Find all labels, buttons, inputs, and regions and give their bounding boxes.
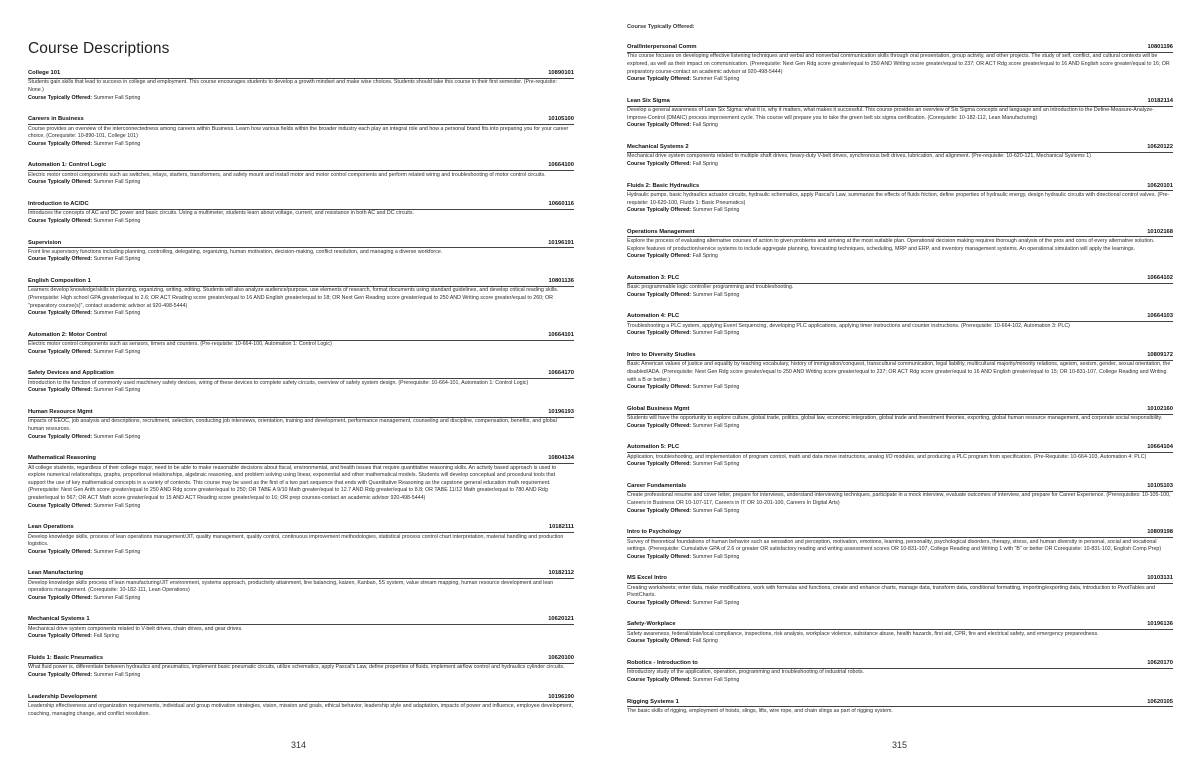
course-entry [627, 699, 1173, 716]
course-title: Automation 3: PLC [627, 274, 680, 281]
course-description: Develop a general awareness of Lean Six Sigma: what it is, why it matters, what makes it successful. This course provides an overview of Six Sigma concepts and language and an introduction to the Define-Measure-Analyze-Improve-Control (DMAIC) process improvement cycle. This course will prepare you to take the green belt six sigma certification. (Corequisite: 10-182-112, Lean Manufacturing) [627, 107, 1154, 121]
course-offered [627, 600, 1173, 608]
offered-label: Course Typically Offered: [28, 94, 93, 101]
course-code: 10664102 [1147, 274, 1173, 281]
offered-label: Course Typically Offered: [627, 638, 692, 645]
course-title: Mechanical Systems 1 [28, 616, 90, 623]
course-offered [627, 461, 1173, 469]
course-code: 10890101 [548, 70, 574, 76]
offered-terms: Fall Spring [93, 633, 119, 640]
course-header [28, 240, 574, 249]
course-entry [627, 406, 1173, 431]
course-entry [627, 529, 1173, 561]
course-offered [627, 384, 1173, 392]
offered-label: Course Typically Offered: [28, 256, 93, 263]
course-header [28, 162, 574, 171]
offered-label: Course Typically Offered: [627, 291, 692, 298]
course-entry [627, 352, 1173, 392]
course-header [28, 409, 574, 418]
course-description: Hydraulic pumps, basic hydraulics actuator circuits, hydraulic schematics, apply Pascal's Law, summarize the effects of fluids friction, define properties of hydraulic energy, design hydraulic circuits with directional control valves. (Pre-requisite: 10-620-100, Fluids 1: Basic Pneumatics) [627, 191, 1170, 206]
course-offered [28, 503, 574, 511]
course-title: Introduction to AC/DC [28, 200, 89, 207]
course-title: Lean Operations [28, 524, 74, 531]
offered-label: Course Typically Offered: [627, 461, 692, 468]
offered-terms: Summer Fall Spring [93, 672, 141, 679]
course-header [28, 116, 574, 125]
course-offered [627, 207, 1173, 215]
course-entry [28, 162, 574, 187]
offered-terms: Summer Fall Spring [692, 677, 740, 684]
course-code: 10196190 [548, 693, 574, 700]
page-number-right: 315 [892, 740, 908, 750]
offered-terms: Summer Fall Spring [692, 330, 740, 337]
course-header [28, 278, 574, 287]
offered-label: Course Typically Offered: [28, 348, 93, 355]
course-entry [627, 144, 1173, 169]
course-header [28, 70, 574, 79]
course-title: Automation 2: Motor Control [28, 331, 107, 338]
course-offered [28, 256, 574, 264]
course-header [28, 570, 574, 579]
course-entry [627, 483, 1173, 515]
course-header [627, 406, 1173, 415]
course-header [627, 352, 1173, 361]
offered-label: Course Typically Offered: [627, 384, 692, 391]
course-entry [28, 116, 574, 148]
course-code: 10620105 [1147, 698, 1173, 705]
course-description: Students gain skills that lead to success in college and employment. This course encourages students to develop a growth mindset and make wise choices. Students should take this course in their first semester. (Pre-requisite: None.) [28, 79, 557, 93]
course-title: College 101 [28, 70, 61, 76]
offered-terms: Summer Fall Spring [692, 461, 740, 468]
course-header [627, 444, 1173, 453]
course-header [28, 201, 574, 210]
course-offered [28, 141, 574, 149]
course-title: Automation 4: PLC [627, 313, 680, 320]
offered-terms: Summer Fall Spring [93, 310, 141, 317]
course-description: Leadership effectiveness and organization requirements, individual and group motivation strategies, vision, mission and goals, ethical behavior, leadership style and adaptation, impacts of power and influence, employee development, coaching, managing change, and conflict resolution. [28, 703, 573, 717]
offered-terms: Summer Fall Spring [692, 599, 740, 606]
course-code: 10103131 [1147, 575, 1173, 582]
offered-label: Course Typically Offered: [28, 179, 93, 186]
right-page [627, 0, 1173, 776]
offered-label: Course Typically Offered: [627, 599, 692, 606]
course-title: MS Excel Intro [627, 575, 667, 582]
course-code: 10182114 [1147, 97, 1173, 104]
course-code: 10182112 [548, 570, 574, 577]
course-description: Introduces the concepts of AC and DC power and basic circuits. Using a multimeter, students learn about voltage, current, and resistance in both AC and DC circuits. [28, 210, 414, 217]
course-offered [627, 161, 1173, 169]
offered-label: Course Typically Offered: [28, 217, 93, 224]
course-description: Develop knowledge skills, process of lean operations management/JIT, quality management, quality control, continuous improvement methodologies, statistical process control chart interpretation, material handling and production logistics. [28, 533, 564, 548]
course-header [627, 275, 1173, 284]
course-offered [627, 554, 1173, 562]
course-header [28, 524, 574, 533]
course-header [627, 183, 1173, 192]
offered-label: Course Typically Offered: [28, 310, 93, 317]
course-description: Learners develop knowledge/skills in planning, organizing, writing, editing. Students will also analyze audience/purpose, use elements of research, format documents using standard guidelines, and develop critical reading skills. (Prerequisite: High school GPA greater/equal to 2.6; OR ACT Reading score greater/equal to 16 AND English greater/equal to 18; OR Next Gen Reading score greater/equal to 250 AND Writing score greater/equal to 260; OR "preparatory course(s)", contact academic advisor at 920-498-5444) [28, 287, 559, 309]
course-title: Global Business Mgmt [627, 405, 690, 412]
offered-label: Course Typically Offered: [627, 207, 692, 214]
course-code: 10809172 [1147, 352, 1173, 359]
course-entry [28, 616, 574, 641]
course-offered [627, 253, 1173, 261]
course-header [627, 98, 1173, 107]
course-title: Mathematical Reasoning [28, 455, 96, 462]
course-title: Operations Management [627, 228, 695, 235]
offered-label: Course Typically Offered: [627, 330, 692, 337]
course-header [28, 694, 574, 703]
offered-terms: Summer Fall Spring [93, 594, 141, 601]
offered-terms: Summer Fall Spring [692, 207, 740, 214]
course-entry [28, 694, 574, 719]
course-entry [28, 455, 574, 510]
offered-terms: Summer Fall Spring [93, 217, 141, 224]
course-code: 10102168 [1147, 228, 1173, 235]
course-title: Robotics - Introduction to [627, 660, 698, 667]
course-entry [627, 183, 1173, 215]
course-offered [28, 218, 574, 226]
course-entry [627, 98, 1173, 130]
course-entry [627, 275, 1173, 300]
course-title: Human Resource Mgmt [28, 409, 93, 415]
course-header [627, 229, 1173, 238]
course-entry [28, 524, 574, 556]
offered-label: Course Typically Offered: [28, 633, 93, 640]
course-entry [28, 70, 574, 102]
course-description: Mechanical drive system components related to V-belt drives, chain drives, and gear drives. [28, 625, 243, 632]
offered-label: Course Typically Offered: [28, 594, 93, 601]
running-head: Course Typically Offered: [627, 24, 695, 30]
offered-label: Course Typically Offered: [28, 433, 93, 440]
course-code: 10620122 [1147, 143, 1173, 150]
course-code: 10809198 [1147, 529, 1173, 536]
course-entry [28, 332, 574, 357]
course-title: Safety Devices and Application [28, 370, 114, 377]
course-list-right [627, 44, 1173, 716]
course-header [627, 621, 1173, 630]
course-code: 10620101 [1147, 182, 1173, 189]
offered-terms: Summer Fall Spring [692, 422, 740, 429]
course-entry [627, 44, 1173, 84]
course-title: Safety-Workplace [627, 621, 676, 628]
offered-label: Course Typically Offered: [627, 422, 692, 429]
course-title: Intro to Psychology [627, 529, 682, 536]
offered-terms: Summer Fall Spring [93, 256, 141, 263]
course-code: 10660116 [548, 200, 574, 207]
course-code: 10620170 [1147, 660, 1173, 667]
course-code: 10105100 [548, 116, 574, 123]
course-description: Troubleshooting a PLC system, applying Event Sequencing, developing PLC applications, applying timer instructions and counter instructions. (Prerequisite: 10-664-102, Automation 3: PLC) [627, 322, 1070, 329]
offered-terms: Summer Fall Spring [692, 507, 740, 514]
course-description: Create professional resume and cover letter, prepare for interviews, understand interviewing techniques, participate in a mock interview, evaluate outcomes of interview, and prepare for Career Experience. (Prerequisites: 10-105-100, Careers in Business OR 10-107-117, Careers in IT OR 10-201-100, Careers In Digital Arts) [627, 492, 1171, 506]
course-code: 10196136 [1147, 621, 1173, 628]
offered-terms: Summer Fall Spring [93, 502, 141, 509]
course-header [627, 313, 1173, 322]
course-title: Career Fundamentals [627, 482, 687, 489]
course-description: Application, troubleshooting, and implementation of program control, math and data move instructions, analog I/O modules, and producing a PLC program from specification. (Pre-Requisite: 10-664-103, Automation 4: PLC) [627, 453, 1147, 460]
page-heading: Course Descriptions [28, 40, 170, 57]
course-offered [28, 434, 574, 442]
course-title: Supervision [28, 239, 62, 246]
offered-terms: Fall Spring [692, 638, 718, 645]
course-description: Impacts of EEOC, job analysis and descriptions, recruitment, selection, conducting job interviews, orientation, training and development, performance management, counseling and discipline, compensation, benefits, and global human resources. [28, 418, 557, 432]
course-header [28, 332, 574, 341]
page-number-left: 314 [291, 740, 307, 750]
course-title: Careers in Business [28, 116, 84, 123]
course-description: Creating worksheets; enter data, make modifications, work with formulas and functions, create and enhance charts, manage data, transform data, conditional formatting, importing/exporting data, introduction to PivotTables and PivotCharts. [627, 584, 1155, 599]
course-title: Fluids 1: Basic Pneumatics [28, 655, 104, 662]
course-title: English Composition 1 [28, 278, 91, 285]
course-title: Leadership Development [28, 693, 97, 700]
course-code: 10620121 [548, 616, 574, 623]
course-entry [28, 278, 574, 318]
offered-terms: Summer Fall Spring [692, 76, 740, 83]
course-offered [627, 677, 1173, 685]
course-entry [28, 655, 574, 680]
course-title: Oral/Interpersonal Comm [627, 44, 697, 50]
course-description: Electric motor control components such as switches, relays, starters, transformers, and safety mount and install motor and motor control components and perform related wiring and troubleshooting of motor control circuits. [28, 171, 546, 178]
course-header [627, 660, 1173, 669]
offered-label: Course Typically Offered: [28, 387, 93, 394]
course-offered [28, 549, 574, 557]
course-code: 10664170 [548, 370, 574, 377]
offered-label: Course Typically Offered: [627, 553, 692, 560]
course-header [627, 144, 1173, 153]
course-description: This course focuses on developing effective listening techniques and verbal and nonverbal communication skills through oral presentation, group activity, and other projects. The study of self, conflict, and cultural contexts will be explored, as well as their impact on communication. (Prerequisite: Next Gen Rdg score greater/equal to 250 AND Writing score greater/equal to 237; OR ACT Rdg score greater/equal to 16 AND English score greater/equal to 16; OR preparatory course-contact an academic advisor at 920-498-5444) [627, 53, 1170, 75]
course-title: Lean Six Sigma [627, 97, 670, 104]
course-entry [627, 660, 1173, 685]
course-code: 10105103 [1147, 482, 1173, 489]
offered-terms: Summer Fall Spring [93, 387, 141, 394]
course-code: 10664101 [548, 331, 574, 338]
course-description: Explore the process of evaluating alternative courses of action to given problems and arriving at the most suitable plan. Operational decision making requires thorough analysis of the pros and cons of every alternative solution. Explore features of production/service systems to include aggregate planning, forecasting techniques, scheduling, MRP and ERP, and inventory management systems. An operational simulation will apply the learnings. [627, 238, 1155, 252]
offered-terms: Summer Fall Spring [692, 553, 740, 560]
course-entry [627, 229, 1173, 261]
course-header [627, 483, 1173, 492]
course-offered [627, 292, 1173, 300]
course-description: What fluid power is, differentiate between hydraulics and pneumatics, implement basic pneumatic circuits, utilize schematics, apply Pascal's Law, define properties of fluids, implement airflow control and hydraulics cylinder circuits. [28, 664, 565, 671]
course-offered [28, 179, 574, 187]
offered-label: Course Typically Offered: [627, 253, 692, 260]
course-header [627, 44, 1173, 53]
course-offered [627, 76, 1173, 84]
course-header [28, 616, 574, 625]
course-offered [627, 122, 1173, 130]
course-entry [28, 409, 574, 441]
offered-terms: Summer Fall Spring [692, 291, 740, 298]
offered-terms: Summer Fall Spring [93, 548, 141, 555]
course-offered [627, 638, 1173, 646]
course-title: Intro to Diversity Studies [627, 352, 696, 359]
course-description: Introductory study of the application, operation, programming and troubleshooting of industrial robots. [627, 669, 865, 676]
offered-terms: Fall Spring [692, 253, 718, 260]
course-entry [28, 370, 574, 395]
course-description: Develop knowledge skills process of lean manufacturing/JIT environment, systems approach, productivity attainment, line balancing, kaizen, Kanban, 5S system, value stream mapping, human resource development and lean operations management. (Corequisite: 10-182-111, Lean Operations) [28, 579, 554, 594]
course-offered [627, 423, 1173, 431]
course-title: Lean Manufacturing [28, 570, 84, 577]
offered-label: Course Typically Offered: [627, 507, 692, 514]
course-offered [28, 387, 574, 395]
course-code: 10196191 [548, 239, 574, 246]
course-entry [627, 444, 1173, 469]
offered-label: Course Typically Offered: [627, 677, 692, 684]
course-title: Automation 1: Control Logic [28, 162, 107, 169]
course-code: 10664103 [1147, 313, 1173, 320]
course-code: 10664100 [548, 162, 574, 169]
course-code: 10182111 [548, 524, 574, 531]
course-title: Fluids 2: Basic Hydraulics [627, 182, 700, 189]
offered-terms: Summer Fall Spring [93, 140, 141, 147]
offered-label: Course Typically Offered: [627, 122, 692, 129]
offered-label: Course Typically Offered: [28, 672, 93, 679]
course-offered [28, 595, 574, 603]
course-title: Rigging Systems 1 [627, 698, 679, 705]
course-header [28, 370, 574, 379]
course-description: Basic programmable logic controller programming and troubleshooting. [627, 284, 794, 291]
course-description: Mechanical drive system components related to multiple shaft drives, heavy-duty V-belt drives, synchronous belt drives, lubrication, and alignment. (Pre-requisite: 10-620-121, Mechanical Systems 1) [627, 153, 1091, 160]
course-header [28, 455, 574, 464]
course-code: 10620100 [548, 655, 574, 662]
offered-label: Course Typically Offered: [28, 140, 93, 147]
course-code: 10196193 [548, 409, 574, 415]
offered-label: Course Typically Offered: [28, 502, 93, 509]
course-header [627, 529, 1173, 538]
offered-label: Course Typically Offered: [28, 548, 93, 555]
offered-label: Course Typically Offered: [627, 160, 692, 167]
course-entry [627, 575, 1173, 607]
offered-terms: Summer Fall Spring [93, 348, 141, 355]
course-description: Front line supervisory functions including planning, controlling, delegating, organizing, human motivation, decision-making, conflict resolution, and managing a diverse workforce. [28, 248, 443, 255]
course-description: The basic skills of rigging, employment of hoists, slings, lifts, wire rope, and chain slings as part of rigging system. [627, 708, 893, 714]
course-description: Electric motor control components such as sensors, timers and counters. (Pre-requisite: 10-664-100, Automation 1: Control Logic) [28, 341, 332, 348]
course-title: Automation 5: PLC [627, 444, 680, 451]
course-description: Safety awareness, federal/state/local compliance, inspections, risk analysis, workplace violence, substance abuse, health hazards, first aid, CPR, fire and electrical safety, and emergency preparedness. [627, 630, 1099, 637]
course-code: 10102160 [1147, 405, 1173, 412]
course-description: All college students, regardless of their college major, need to be able to make reasonable decisions about fiscal, environmental, and health issues that require quantitative reasoning skills. An activity based approach is used to explore numerical relationships, graphs, proportional relationships, algebraic reasoning, and problem solving using linear, exponential and other mathematical models. Students will develop conceptual and procedural tools that support the use of key mathematical concepts in a variety of contexts. This course may be used as the first of a two part sequence that ends with Quantitative Reasoning as the capstone general education math requirement. (Prerequisite: Next Gen Arith score greater/equal to 250 AND Rdg score greater/equal to 250; OR TABE A 9/10 Math greater/equal to 12.7 AND Rdg greater/equal to 8.8; OR TABE 11/12 Math greater/equal to 780 AND Rdg greater/equal to 567; OR ACT Math score greater/equal to 15 AND ACT Reading score greater/equal to 16; OR prep courses-contact an academic advisor 920-498-5444) [28, 464, 557, 501]
course-description: Course provides an overview of the interconnectedness among careers within Business. Learn how various fields within the broader industry each play an integral role and how a personal brand fits into preparing you for your career choice. (Corequisite: 10-890-101, College 101) [28, 125, 569, 140]
course-offered [28, 95, 574, 103]
course-offered [28, 672, 574, 680]
course-entry [627, 621, 1173, 646]
course-entry [28, 240, 574, 265]
course-header [28, 655, 574, 664]
course-code: 10801136 [548, 278, 574, 285]
course-code: 10804134 [548, 455, 574, 462]
offered-terms: Summer Fall Spring [692, 384, 740, 391]
course-code: 10664104 [1147, 444, 1173, 451]
course-offered [627, 330, 1173, 338]
course-list-left [28, 70, 574, 718]
offered-terms: Fall Spring [692, 122, 718, 129]
course-description: Introduction to the function of commonly used machinery safety devices, wiring of these devices to complete safety circuits, overview of safety system design. (Prerequisite: 10-664-101, Automation 1: Control Logic) [28, 379, 529, 386]
offered-label: Course Typically Offered: [627, 76, 692, 83]
offered-terms: Summer Fall Spring [93, 94, 141, 101]
course-header [627, 699, 1173, 708]
offered-terms: Summer Fall Spring [93, 179, 141, 186]
course-description: Students will have the opportunity to explore culture, global trade, politics, global law, economic integration, global trade and investment theories, exporting, global human resource management, and corporate social responsibility. [627, 415, 1163, 422]
offered-terms: Fall Spring [692, 160, 718, 167]
course-offered [627, 508, 1173, 516]
course-header [627, 575, 1173, 584]
left-page [28, 0, 574, 776]
course-entry [28, 570, 574, 602]
course-offered [28, 349, 574, 357]
course-offered [28, 310, 574, 318]
course-title: Mechanical Systems 2 [627, 143, 689, 150]
course-offered [28, 633, 574, 641]
course-entry [28, 201, 574, 226]
course-description: Survey of theoretical foundations of human behavior such as sensation and perception, motivation, emotions, learning, personality, psychological disorders, therapy, stress, and human diversity in personal, social and vocational settings. (Prerequisite: Cumulative GPA of 2.6 or greater OR satisfactory reading and writing assessment scores OR 10-831-107, College Reading and Writing 1 with "B" or better OR Corequisite: 10-831-102, English Comp Prep) [627, 538, 1162, 553]
offered-terms: Summer Fall Spring [93, 433, 141, 440]
course-description: Basic American values of justice and equality by teaching vocabulary, history of immigration/conquest, transcultural communication, legal liability, multicultural majority/minority relations, ageism, sexism, gender, sexual orientation, the disabled/ADA. (Prerequisite: Next Gen Rdg score greater/equal to 250 AND Writing score greater/equal to 237; OR ACT Rdg score greater/equal to 16 AND English greater/equal to 15; OR 10-831-107, College Reading and Writing with a B or better.) [627, 361, 1171, 383]
course-code: 10801196 [1147, 44, 1173, 50]
course-entry [627, 313, 1173, 338]
